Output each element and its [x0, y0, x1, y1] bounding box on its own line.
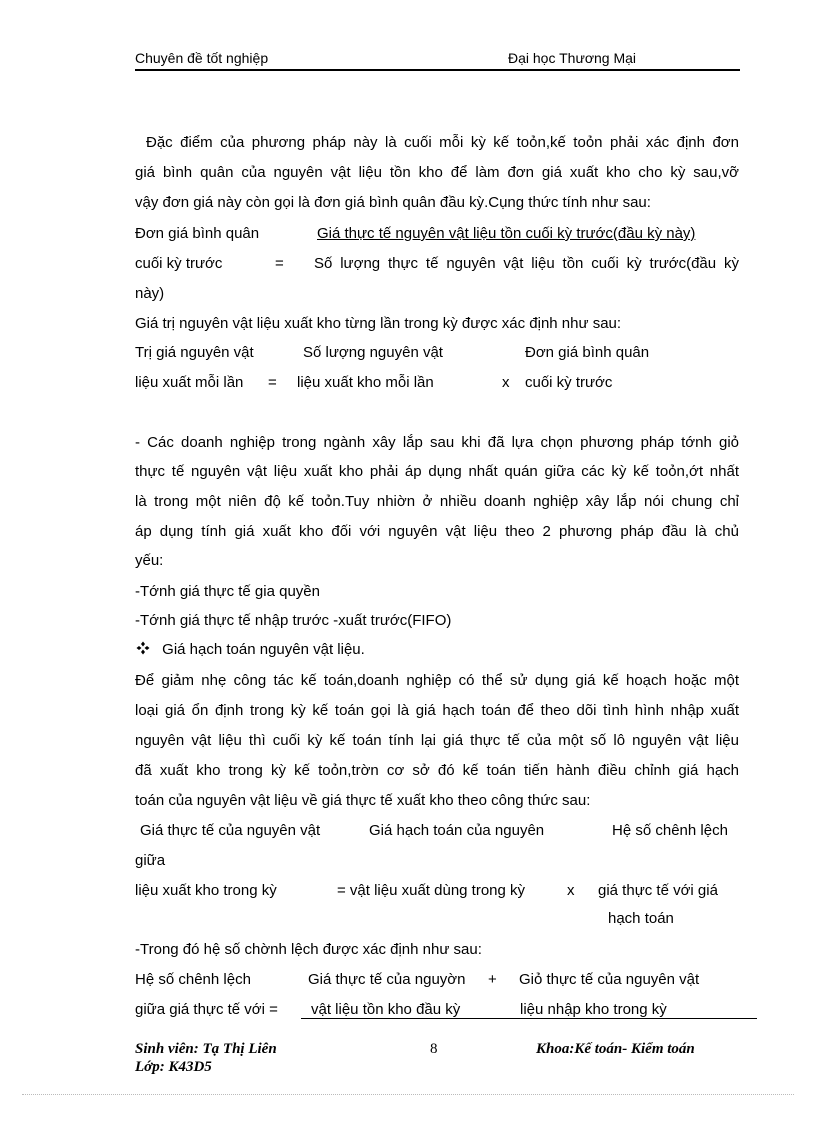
paragraph-1-line-1: Đặc điểm của phương pháp này là cuối mỗi kỳ kế toỏn,kế toỏn phải xác định đơn — [146, 134, 739, 151]
formula1-left-2: cuối kỳ trước — [135, 255, 223, 272]
four-diamond-bullet-icon — [136, 641, 150, 655]
formula2-b2: liệu xuất kho mỗi lần — [297, 374, 434, 391]
method-item-2: -Tớnh giá thực tế nhập trước -xuất trước(FIFO) — [135, 612, 452, 629]
formula3-times: x — [567, 882, 575, 899]
formula1-left-1: Đơn giá bình quân — [135, 225, 260, 242]
footer-class: Lớp: K43D5 — [135, 1059, 212, 1075]
formula1-denominator-cont: này) — [135, 285, 165, 302]
paragraph-3-line-5: yếu: — [135, 552, 164, 569]
paragraph-1-line-3: vậy đơn giá này còn gọi là đơn giá bình quân đầu kỳ.Cụng thức tính như sau: — [135, 194, 651, 211]
formula4-b1: Giá thực tế của nguyờn — [308, 971, 466, 988]
formula4-c2: liệu nhập kho trong kỳ — [520, 1001, 667, 1018]
paragraph-1-line-2: giá bình quân của nguyên vật liệu tồn kho để làm đơn giá xuất kho cho kỳ sau,vỡ — [135, 164, 739, 181]
paragraph-3-line-2: thực tế nguyên vật liệu xuất kho phải áp dụng nhất quán giữa các kỳ kế toỏn,ớt nhất — [135, 463, 739, 480]
formula2-times: x — [502, 374, 510, 391]
bullet-item — [136, 640, 365, 660]
formula3-giua: giữa — [135, 852, 166, 869]
header-left: Chuyên đề tốt nghiệp — [135, 50, 269, 66]
fraction-rule — [301, 1018, 757, 1019]
formula2-c2: cuối kỳ trước — [525, 374, 613, 391]
formula1-numerator: Giá thực tế nguyên vật liệu tồn cuối kỳ trước(đầu kỳ này) — [317, 225, 696, 242]
footer-student: Sinh viên: Tạ Thị Liên — [135, 1041, 277, 1057]
formula3-c3: hạch toán — [608, 910, 674, 927]
formula1-equals: = — [275, 255, 284, 272]
paragraph-5: -Trong đó hệ số chờnh lệch được xác định như sau: — [135, 941, 482, 958]
paragraph-4-line-1: Để giảm nhẹ công tác kế toán,doanh nghiệp có thể sử dụng giá kế hoạch hoặc một — [135, 672, 739, 689]
formula2-equals: = — [268, 374, 277, 391]
paragraph-3-line-3: là trong một niên độ kế toỏn.Tuy nhiờn ở nhiều doanh nghiệp xây lắp nói chung chỉ — [135, 493, 739, 510]
formula3-c2: giá thực tế với giá — [598, 882, 718, 899]
formula3-b2: = vật liệu xuất dùng trong kỳ — [337, 882, 526, 899]
paragraph-4-line-4: đã xuất kho trong kỳ kế toỏn,trờn cơ sở đó kế toán tiến hành điều chỉnh giá hạch — [135, 762, 739, 779]
formula1-denominator: Số lượng thực tế nguyên vật liệu tồn cuối kỳ trước(đầu kỳ — [314, 255, 739, 272]
page-number: 8 — [430, 1041, 438, 1057]
bullet-text: Giá hạch toán nguyên vật liệu. — [162, 641, 365, 658]
formula3-c1: Hệ số chênh lệch — [612, 822, 728, 839]
footer-faculty: Khoa:Kế toán- Kiểm toán — [536, 1041, 695, 1057]
paragraph-4-line-2: loại giá ổn định trong kỳ kế toán gọi là giá hạch toán để theo dõi tình hình nhập xuất — [135, 702, 739, 719]
paragraph-3-line-4: áp dụng tính giá xuất kho đối với nguyên vật liệu theo 2 phương pháp đầu là chủ — [135, 523, 739, 540]
paragraph-3-line-1: - Các doanh nghiệp trong ngành xây lắp sau khi đã lựa chọn phương pháp tớnh giỏ — [135, 434, 739, 451]
page-bottom-divider — [22, 1094, 794, 1095]
formula3-b1: Giá hạch toán của nguyên — [369, 822, 545, 839]
formula2-a1: Trị giá nguyên vật — [135, 344, 254, 361]
formula2-b1: Số lượng nguyên vật — [303, 344, 443, 361]
formula4-a1: Hệ số chênh lệch — [135, 971, 251, 988]
page-header — [135, 49, 740, 71]
header-right: Đại học Thương Mại — [508, 50, 637, 66]
formula4-c1: Giỏ thực tế của nguyên vật — [519, 971, 700, 988]
formula4-a2: giữa giá thực tế với = — [135, 1001, 278, 1018]
formula2-c1: Đơn giá bình quân — [525, 344, 650, 361]
paragraph-4-line-5: toán của nguyên vật liệu về giá thực tế xuất kho theo công thức sau: — [135, 792, 591, 809]
formula4-plus: + — [488, 971, 497, 988]
formula3-a1: Giá thực tế của nguyên vật — [140, 822, 321, 839]
method-item-1: -Tớnh giá thực tế gia quyền — [135, 583, 320, 600]
formula4-b2: vật liệu tồn kho đầu kỳ — [311, 1001, 461, 1018]
paragraph-2: Giá trị nguyên vật liệu xuất kho từng lần trong kỳ được xác định như sau: — [135, 315, 622, 332]
formula2-a2: liệu xuất mỗi lần — [135, 374, 244, 391]
formula3-a2: liệu xuất kho trong kỳ — [135, 882, 277, 899]
paragraph-4-line-3: nguyên vật liệu thì cuối kỳ kế toán tính lại giá thực tế của một số lô nguyên vật liệu — [135, 732, 739, 749]
